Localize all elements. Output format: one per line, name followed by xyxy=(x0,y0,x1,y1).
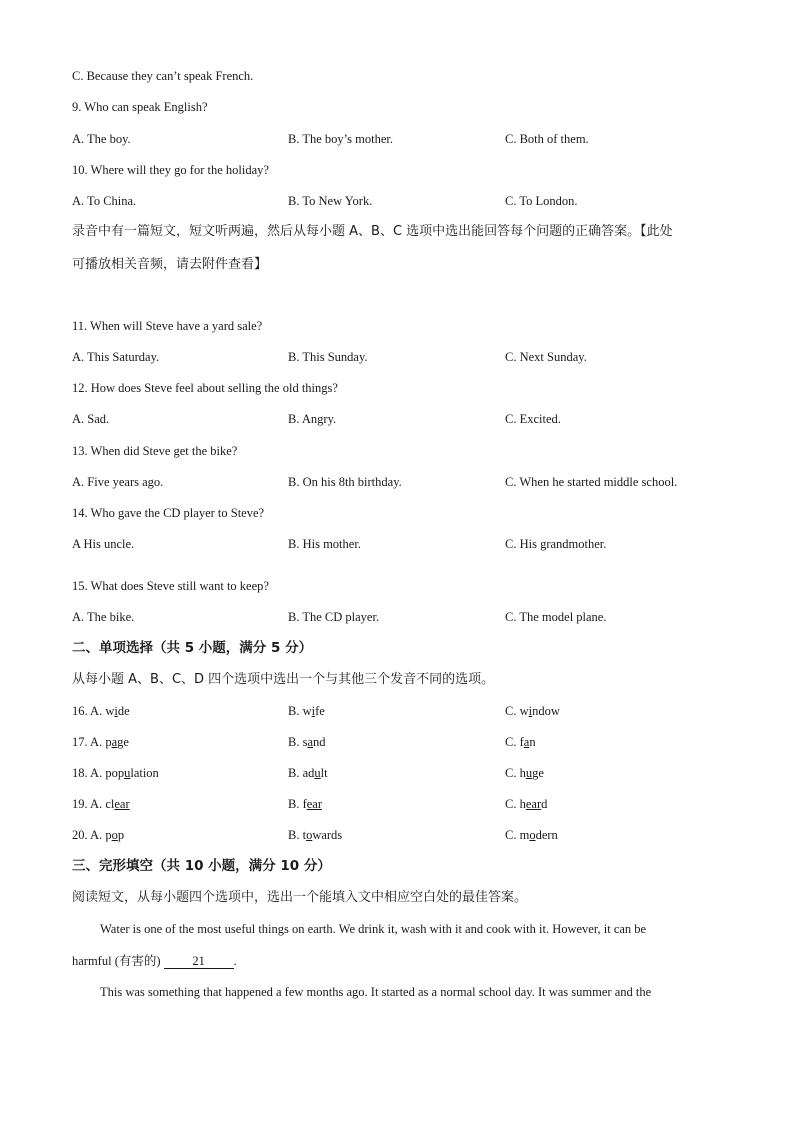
option-20a: 20. A. pop xyxy=(72,828,125,842)
option-15b: B. The CD player. xyxy=(288,610,380,624)
question-11: 11. When will Steve have a yard sale? xyxy=(72,319,263,333)
section-3-instructions: 阅读短文，从每小题四个选项中，选出一个能填入文中相应空白处的最佳答案。 xyxy=(72,890,528,905)
option-13c: C. When he started middle school. xyxy=(505,475,678,489)
question-10: 10. Where will they go for the holiday? xyxy=(72,163,269,177)
option-16b: B. wife xyxy=(288,704,325,718)
passage-line-2-text: harmful (有害的) xyxy=(72,954,161,968)
option-19b: B. fear xyxy=(288,797,323,811)
option-9b: B. The boy’s mother. xyxy=(288,132,393,146)
option-12c: C. Excited. xyxy=(505,412,561,426)
passage-line-2-end: . xyxy=(233,954,237,968)
question-15: 15. What does Steve still want to keep? xyxy=(72,579,269,593)
option-20c: C. modern xyxy=(505,828,558,842)
section-2-heading: 二、单项选择（共 5 小题，满分 5 分） xyxy=(72,640,313,656)
option-20b: B. towards xyxy=(288,828,343,842)
option-9a: A. The boy. xyxy=(72,132,131,146)
option-19c: C. heard xyxy=(505,797,548,811)
option-15c: C. The model plane. xyxy=(505,610,607,624)
section-3-heading: 三、完形填空（共 10 小题，满分 10 分） xyxy=(72,858,331,874)
question-12: 12. How does Steve feel about selling the old things? xyxy=(72,381,338,395)
blank-21: 21 xyxy=(164,954,234,969)
passage-line-3: This was something that happened a few months ago. It started as a normal school day. It was summer and the xyxy=(100,985,652,999)
option-12a: A. Sad. xyxy=(72,412,110,426)
option-10a: A. To China. xyxy=(72,194,137,208)
option-11c: C. Next Sunday. xyxy=(505,350,587,364)
question-9: 9. Who can speak English? xyxy=(72,100,208,114)
section-2-instructions: 从每小题 A、B、C、D 四个选项中选出一个与其他三个发音不同的选项。 xyxy=(72,672,495,687)
question-14: 14. Who gave the CD player to Steve? xyxy=(72,506,265,520)
option-11a: A. This Saturday. xyxy=(72,350,160,364)
option-13b: B. On his 8th birthday. xyxy=(288,475,402,489)
line-c8: C. Because they can’t speak French. xyxy=(72,69,254,83)
option-18c: C. huge xyxy=(505,766,544,780)
option-18a: 18. A. population xyxy=(72,766,159,780)
option-16a: 16. A. wide xyxy=(72,704,130,718)
option-9c: C. Both of them. xyxy=(505,132,589,146)
listening-instructions-line1: 录音中有一篇短文，短文听两遍，然后从每小题 A、B、C 选项中选出能回答每个问题的正确答案。【此处 xyxy=(72,224,673,239)
option-14b: B. His mother. xyxy=(288,537,361,551)
option-14c: C. His grandmother. xyxy=(505,537,607,551)
option-11b: B. This Sunday. xyxy=(288,350,368,364)
option-18b: B. adult xyxy=(288,766,328,780)
option-17b: B. sand xyxy=(288,735,326,749)
passage-line-1: Water is one of the most useful things on earth. We drink it, wash with it and cook with it. However, it can be xyxy=(100,922,647,936)
passage-line-2 xyxy=(72,953,722,969)
option-12b: B. Angry. xyxy=(288,412,337,426)
option-14a: A His uncle. xyxy=(72,537,135,551)
option-10b: B. To New York. xyxy=(288,194,373,208)
question-13: 13. When did Steve get the bike? xyxy=(72,444,238,458)
listening-instructions-line2: 可播放相关音频，请去附件查看】 xyxy=(72,257,268,272)
option-17c: C. fan xyxy=(505,735,536,749)
option-17a: 17. A. page xyxy=(72,735,129,749)
option-15a: A. The bike. xyxy=(72,610,135,624)
option-19a: 19. A. clear xyxy=(72,797,130,811)
option-13a: A. Five years ago. xyxy=(72,475,164,489)
option-10c: C. To London. xyxy=(505,194,578,208)
option-16c: C. window xyxy=(505,704,560,718)
